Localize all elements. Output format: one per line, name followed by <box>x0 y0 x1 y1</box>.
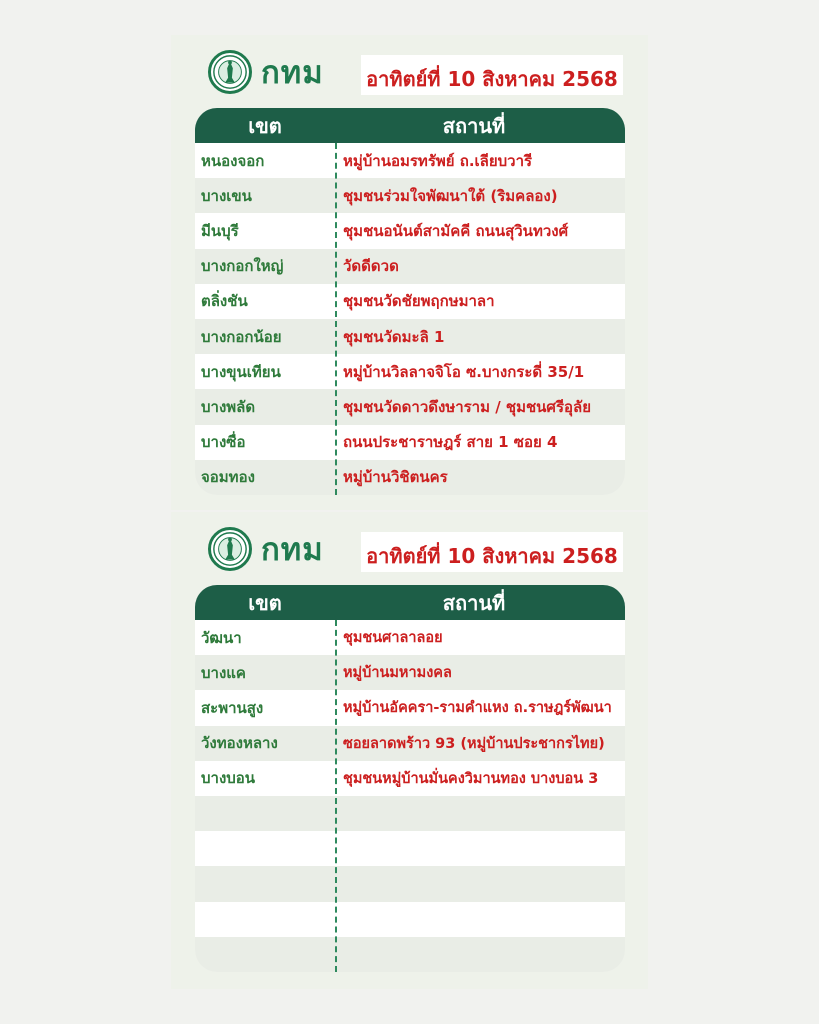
table-row <box>195 761 625 796</box>
table-row <box>195 213 625 248</box>
district-cell: บางกอกน้อย <box>201 327 282 346</box>
table-row <box>195 249 625 284</box>
place-cell: ชุมชนหมู่บ้านมั่นคงวิมานทอง บางบอน 3 <box>343 770 599 787</box>
table-row <box>195 902 625 937</box>
district-cell: บางพลัด <box>201 397 256 416</box>
district-cell: จอมทอง <box>201 468 255 487</box>
table-header <box>195 585 625 620</box>
table-row <box>195 354 625 389</box>
table-row <box>195 425 625 460</box>
table-row <box>195 831 625 866</box>
bma-seal-logo <box>208 527 252 571</box>
date-banner <box>361 55 623 95</box>
district-cell: บางแค <box>201 663 246 682</box>
table-row <box>195 655 625 690</box>
schedule-panel-1 <box>171 35 648 510</box>
event-date: อาทิตย์ที่ 10 สิงหาคม 2568 <box>366 67 618 91</box>
place-cell: ชุมชนวัดชัยพฤกษมาลา <box>343 292 495 311</box>
event-date: อาทิตย์ที่ 10 สิงหาคม 2568 <box>366 544 618 568</box>
org-name: กทม <box>261 532 324 568</box>
district-cell: มีนบุรี <box>201 221 239 240</box>
location-table <box>195 108 625 495</box>
place-cell: ชุมชนวัดดาวดึงษาราม / ชุมชนศรีอุลัย <box>343 397 591 416</box>
header-place: สถานที่ <box>442 590 506 615</box>
place-cell: หมู่บ้านวิลลาจจิโอ ซ.บางกระดี่ 35/1 <box>343 362 585 381</box>
header-district: เขต <box>248 590 282 615</box>
district-cell: บางซื่อ <box>201 433 246 452</box>
org-name: กทม <box>261 55 324 91</box>
district-cell: หนองจอก <box>201 151 265 170</box>
bma-seal-logo <box>208 50 252 94</box>
place-cell: ชุมชนศาลาลอย <box>343 630 443 647</box>
schedule-panel-2 <box>171 512 648 989</box>
district-cell: วัฒนา <box>201 628 242 647</box>
table-row <box>195 284 625 319</box>
table-header <box>195 108 625 143</box>
place-cell: ชุมชนวัดมะลิ 1 <box>343 327 445 346</box>
table-row <box>195 937 625 972</box>
table-row <box>195 690 625 725</box>
header-place: สถานที่ <box>442 113 506 138</box>
place-cell: ถนนประชาราษฎร์ สาย 1 ซอย 4 <box>343 433 558 452</box>
district-cell: วังทองหลาง <box>201 734 278 753</box>
district-cell: บางบอน <box>201 769 256 788</box>
table-row <box>195 143 625 178</box>
district-cell: บางขุนเทียน <box>201 362 281 381</box>
date-banner <box>361 532 623 572</box>
district-cell: สะพานสูง <box>201 698 264 717</box>
place-cell: ชุมชนร่วมใจพัฒนาใต้ (ริมคลอง) <box>343 186 558 205</box>
place-cell: หมู่บ้านมหามงคล <box>343 665 452 682</box>
table-body <box>195 143 625 495</box>
district-cell: บางเขน <box>201 186 252 205</box>
table-row <box>195 726 625 761</box>
district-cell: ตลิ่งชัน <box>201 292 248 311</box>
place-cell: วัดดีดวด <box>343 257 399 276</box>
table-body <box>195 620 625 972</box>
table-row <box>195 866 625 901</box>
place-cell: หมู่บ้านอมรทรัพย์ ถ.เลียบวารี <box>343 151 533 170</box>
place-cell: ซอยลาดพร้าว 93 (หมู่บ้านประชากรไทย) <box>343 735 605 752</box>
table-row <box>195 389 625 424</box>
place-cell: ชุมชนอนันต์สามัคคี ถนนสุวินทวงศ์ <box>343 221 569 240</box>
table-row <box>195 796 625 831</box>
table-row <box>195 319 625 354</box>
place-cell: หมู่บ้านอัคครา-รามคำแหง ถ.ราษฎร์พัฒนา <box>343 700 612 717</box>
district-cell: บางกอกใหญ่ <box>201 257 284 276</box>
location-table <box>195 585 625 972</box>
table-row <box>195 460 625 495</box>
table-row <box>195 620 625 655</box>
table-row <box>195 178 625 213</box>
place-cell: หมู่บ้านวิชิตนคร <box>343 468 448 487</box>
header-district: เขต <box>248 113 282 138</box>
